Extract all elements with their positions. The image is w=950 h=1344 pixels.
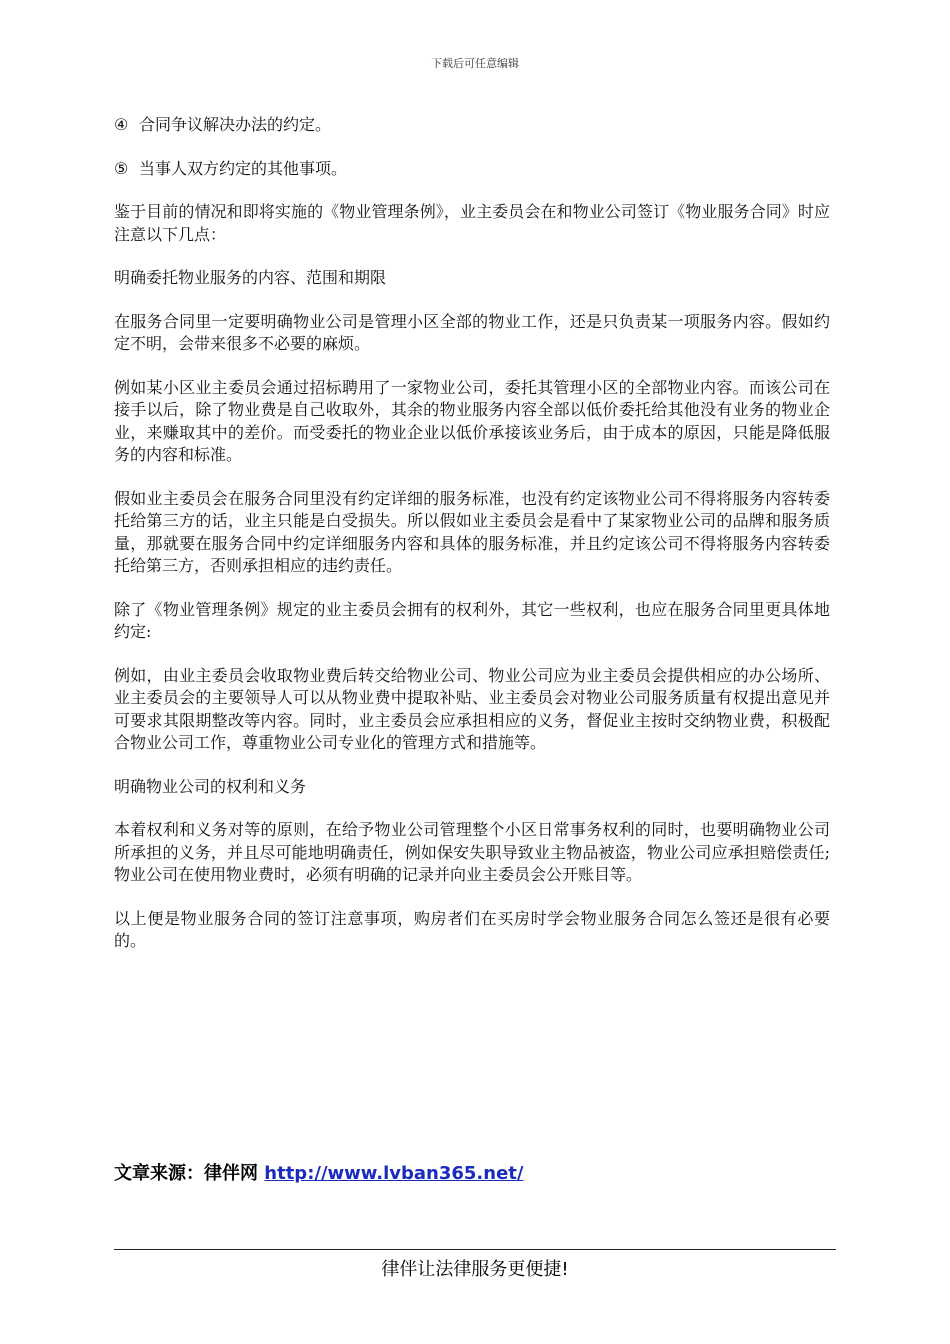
body-paragraph: 例如，由业主委员会收取物业费后转交给物业公司、物业公司应为业主委员会提供相应的办公场所、业主委员会的主要领导人可以从物业费中提取补贴、业主委员会对物业公司服务质量有权提出意见并可要求其限期整改等内容。同时，业主委员会应承担相应的义务，督促业主按时交纳物业费，积极配合物业公司工作，尊重物业公司专业化的管理方式和措施等。 [114,665,830,752]
intro-paragraph: 鉴于目前的情况和即将实施的《物业管理条例》，业主委员会在和物业公司签订《物业服务合同》时应注意以下几点： [114,202,830,244]
conclusion-paragraph: 以上便是物业服务合同的签订注意事项，购房者们在买房时学会物业服务合同怎么签还是很有必要的。 [114,908,830,950]
list-number: ⑤ [114,158,129,178]
article-source [114,1159,523,1185]
section-heading-rights: 明确物业公司的权利和义务 [114,776,307,796]
body-paragraph: 例如某小区业主委员会通过招标聘用了一家物业公司，委托其管理小区的全部物业内容。而该公司在接手以后，除了物业费是自己收取外，其余的物业服务内容全部以低价委托给其他没有业务的物业企业，来赚取其中的差价。而受委托的物业企业以低价承接该业务后，由于成本的原因，只能是降低服务的内容和标准。 [114,377,830,464]
body-paragraph: 除了《物业管理条例》规定的业主委员会拥有的权利外，其它一些权利，也应在服务合同里更具体地约定: [114,599,830,641]
section-heading-scope: 明确委托物业服务的内容、范围和期限 [114,268,387,287]
list-item-text: 合同争议解决办法的约定。 [139,115,332,134]
source-link[interactable]: http://www.lvban365.net/ [264,1163,524,1184]
footer-slogan: 律伴让法律服务更便捷! [381,1259,569,1280]
list-item-4 [114,114,830,137]
page-header: 下载后可任意编辑 [431,57,519,70]
list-item-text: 当事人双方约定的其他事项。 [139,158,348,178]
list-number: ④ [114,115,129,134]
body-paragraph: 本着权利和义务对等的原则，在给予物业公司管理整个小区日常事务权利的同时，也要明确物业公司所承担的义务，并且尽可能地明确责任，例如保安失职导致业主物品被盗，物业公司应承担赔偿责任;物业公司在使用物业费时，必须有明确的记录并向业主委员会公开账目等。 [114,820,830,884]
source-label: 文章来源：律伴网 [114,1163,265,1184]
footer-divider [114,1249,836,1250]
list-item-5 [114,158,830,181]
body-paragraph: 假如业主委员会在服务合同里没有约定详细的服务标准，也没有约定该物业公司不得将服务内容转委托给第三方的话，业主只能是白受损失。所以假如业主委员会是看中了某家物业公司的品牌和服务质量，那就要在服务合同中约定详细服务内容和具体的服务标准，并且约定该公司不得将服务内容转委托给第三方，否则承担相应的违约责任。 [114,488,830,575]
document-body [114,114,830,974]
body-paragraph: 在服务合同里一定要明确物业公司是管理小区全部的物业工作，还是只负责某一项服务内容。假如约定不明，会带来很多不必要的麻烦。 [114,311,830,353]
